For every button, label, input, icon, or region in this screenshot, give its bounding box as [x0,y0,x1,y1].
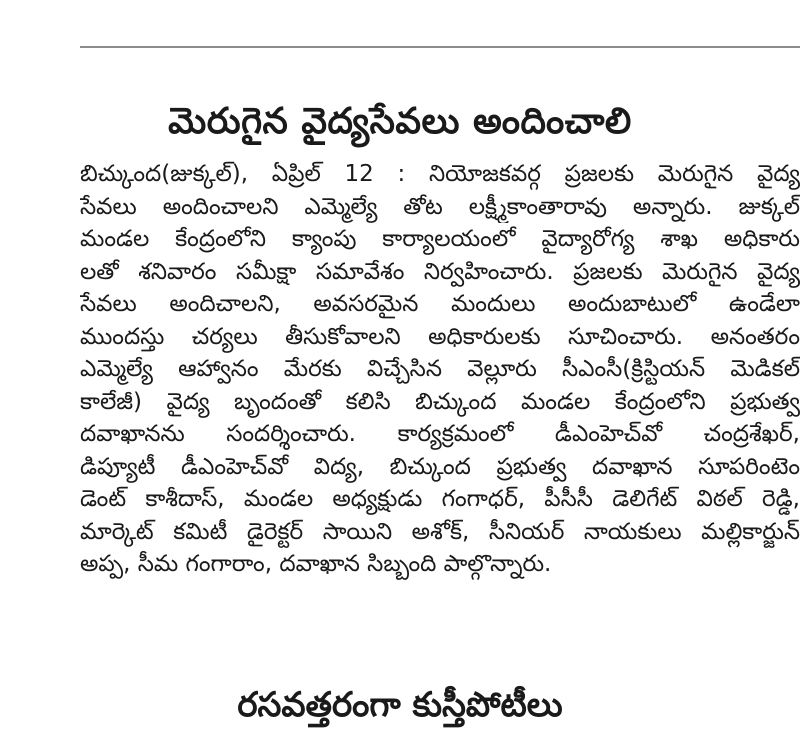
article-line-last: అప్ప, సీమ గంగారాం, దవాఖాన సిబ్బంది పాల్గొన్నారు. [80,551,552,577]
article-body [80,158,800,581]
article-line: ముందస్తు చర్యలు తీసుకోవాలని అధికారులకు సూచించారు. అనంతరం [80,323,800,350]
article-line: డిప్యూటీ డీఎంహెచ్‌వో విద్య, బిచ్కుంద ప్రభుత్వ దవాఖాన సూపరింటెం [80,453,800,480]
article-line: సేవలు అందించాలని ఎమ్మెల్యే తోట లక్ష్మీకాంతారావు అన్నారు. జుక్కల్ [80,193,800,220]
article-line: మార్కెట్ కమిటీ డైరెక్టర్ సాయిని అశోక్, సీనియర్ నాయకులు మల్లికార్జున్ [80,518,800,545]
article-line: ఎమ్మెల్యే ఆహ్వానం మేరకు విచ్చేసిన వెల్లూరు సీఎంసీ(క్రిస్టియన్ మెడికల్ [80,356,800,382]
article-line: లతో శనివారం సమీక్షా సమావేశం నిర్వహించారు. ప్రజలకు మెరుగైన వైద్య [80,258,800,285]
article-line: కాలేజీ) వైద్య బృందంతో కలిసి బిచ్కుంద మండల కేంద్రంలోని ప్రభుత్వ [80,388,800,415]
article-line: దవాఖానను సందర్శించారు. కార్యక్రమంలో డీఎంహెచ్‌వో చంద్రశేఖర్, [80,421,800,447]
article-line: డెంట్ కాశీదాస్, మండల అధ్యక్షుడు గంగాధర్, పీసీసీ డెలిగేట్ విఠల్ రెడ్డి, [80,486,800,512]
article-line: మండల కేంద్రంలోని క్యాంపు కార్యాలయంలో వైద్యారోగ్య శాఖ అధికారు [80,226,800,252]
article-headline: మెరుగైన వైద్యసేవలు అందించాలి [168,101,632,142]
top-divider [80,46,800,48]
next-article-headline: రసవత్తరంగా కుస్తీపోటీలు [237,685,563,725]
article-line: బిచ్కుంద(జుక్కల్), ఏప్రిల్ 12 : నియోజకవర్గ ప్రజలకు మెరుగైన వైద్య [80,161,800,187]
article-line: సేవలు అందిచాలని, అవసరమైన మందులు అందుబాటులో ఉండేలా [80,291,800,317]
